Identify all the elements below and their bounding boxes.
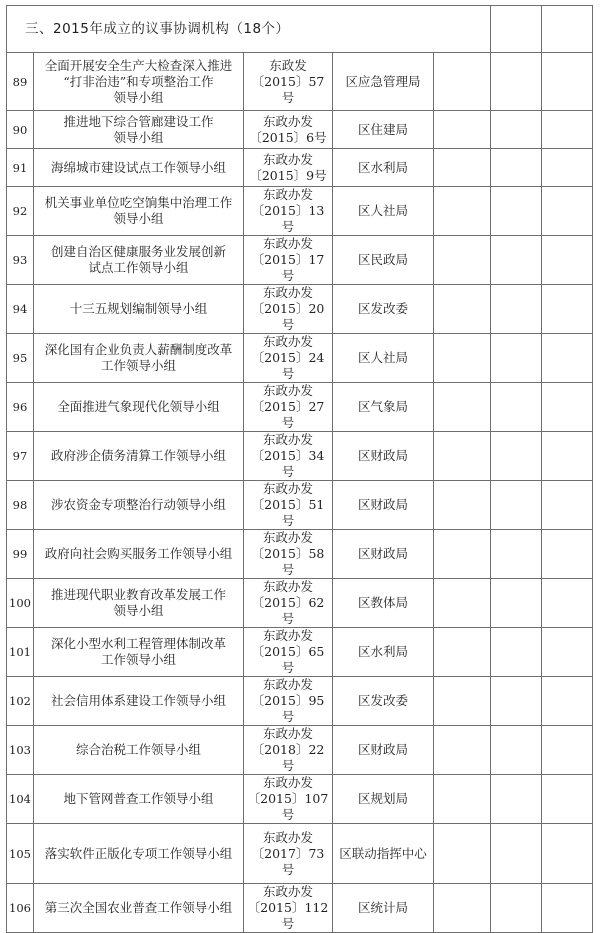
agency-name-text: 推进地下综合管廊建设工作 领导小组 xyxy=(63,113,214,145)
agency-name xyxy=(34,579,244,628)
empty-cell xyxy=(434,149,491,187)
responsible-department xyxy=(333,628,434,677)
row-number xyxy=(7,530,34,579)
empty-cell xyxy=(491,884,542,933)
responsible-department-text: 区教体局 xyxy=(357,595,408,610)
empty-cell xyxy=(434,530,491,579)
row-number xyxy=(7,111,34,149)
responsible-department xyxy=(333,187,434,236)
empty-cell xyxy=(434,628,491,677)
table-row xyxy=(7,628,593,677)
empty-cell xyxy=(434,884,491,933)
empty-cell xyxy=(491,236,542,285)
empty-cell xyxy=(542,726,593,775)
document-number xyxy=(244,149,333,187)
row-number-text: 92 xyxy=(12,204,28,218)
document-number-text: 东政办发 〔2015〕34号 xyxy=(251,432,325,479)
responsible-department xyxy=(333,236,434,285)
document-number-text: 东政办发 〔2015〕58号 xyxy=(251,530,325,577)
responsible-department-text: 区财政局 xyxy=(357,546,408,561)
document-number xyxy=(244,53,333,111)
document-number-text: 东政办发 〔2015〕6号 xyxy=(249,113,327,145)
table-row xyxy=(7,285,593,334)
agency-name-text: 第三次全国农业普查工作领导小组 xyxy=(44,900,233,915)
responsible-department-text: 区财政局 xyxy=(357,742,408,757)
row-number-text: 95 xyxy=(12,351,28,365)
empty-cell xyxy=(542,775,593,824)
agency-name-text: 机关事业单位吃空饷集中治理工作 领导小组 xyxy=(44,195,233,226)
agency-name-text: 海绵城市建设试点工作领导小组 xyxy=(50,159,226,175)
document-number-text: 东政办发 〔2015〕65号 xyxy=(251,628,325,675)
table-row xyxy=(7,579,593,628)
responsible-department-text: 区财政局 xyxy=(357,448,408,463)
agency-name xyxy=(34,383,244,432)
empty-cell xyxy=(491,53,542,111)
document-number xyxy=(244,726,333,775)
section-title: 三、2015年成立的议事协调机构（18个） xyxy=(7,6,491,53)
agency-name-text: 涉农资金专项整治行动领导小组 xyxy=(50,497,226,512)
row-number-text: 100 xyxy=(9,596,31,610)
document-number-text: 东政办发 〔2018〕22号 xyxy=(251,726,325,773)
agency-name xyxy=(34,187,244,236)
table-row xyxy=(7,775,593,824)
agency-name-text: 十三五规划编制领导小组 xyxy=(69,301,208,316)
agency-name-text: 地下管网普查工作领导小组 xyxy=(63,791,214,806)
empty-cell xyxy=(491,677,542,726)
empty-cell xyxy=(434,481,491,530)
agency-name xyxy=(34,236,244,285)
document-number-text: 东政办发 〔2015〕20号 xyxy=(251,285,325,332)
empty-cell xyxy=(491,111,542,149)
responsible-department-text: 区人社局 xyxy=(357,203,408,218)
document-number xyxy=(244,187,333,236)
empty-cell xyxy=(542,579,593,628)
empty-cell xyxy=(542,6,593,53)
document-number xyxy=(244,285,333,334)
empty-cell xyxy=(542,432,593,481)
empty-cell xyxy=(491,432,542,481)
table-row xyxy=(7,187,593,236)
table-row xyxy=(7,111,593,149)
empty-cell xyxy=(542,884,593,933)
document-number-text: 东政办发 〔2015〕24号 xyxy=(251,334,325,381)
document-number xyxy=(244,677,333,726)
empty-cell xyxy=(434,285,491,334)
agency-name-text: 深化小型水利工程管理体制改革 工作领导小组 xyxy=(50,636,226,667)
row-number xyxy=(7,432,34,481)
responsible-department xyxy=(333,334,434,383)
empty-cell xyxy=(491,481,542,530)
row-number-text: 105 xyxy=(9,846,31,861)
row-number-text: 99 xyxy=(12,547,28,561)
agency-name xyxy=(34,53,244,111)
empty-cell xyxy=(434,677,491,726)
agency-name xyxy=(34,677,244,726)
agency-name-text: 创建自治区健康服务业发展创新 试点工作领导小组 xyxy=(50,244,226,275)
table-row xyxy=(7,481,593,530)
responsible-department xyxy=(333,775,434,824)
responsible-department-text: 区人社局 xyxy=(357,350,408,365)
empty-cell xyxy=(542,628,593,677)
row-number xyxy=(7,628,34,677)
agency-name xyxy=(34,285,244,334)
agency-name xyxy=(34,432,244,481)
empty-cell xyxy=(434,111,491,149)
row-number-text: 101 xyxy=(9,645,31,659)
empty-cell xyxy=(434,383,491,432)
empty-cell xyxy=(491,628,542,677)
empty-cell xyxy=(491,149,542,187)
row-number xyxy=(7,334,34,383)
row-number-text: 94 xyxy=(12,302,28,316)
responsible-department xyxy=(333,530,434,579)
row-number-text: 96 xyxy=(12,400,28,414)
table-row xyxy=(7,432,593,481)
responsible-department-text: 区水利局 xyxy=(357,644,408,659)
table-row xyxy=(7,726,593,775)
responsible-department-text: 区联动指挥中心 xyxy=(339,845,427,861)
row-number-text: 93 xyxy=(12,253,28,267)
row-number xyxy=(7,53,34,111)
empty-cell xyxy=(542,111,593,149)
document-number xyxy=(244,432,333,481)
table-row xyxy=(7,149,593,187)
empty-cell xyxy=(434,334,491,383)
responsible-department xyxy=(333,677,434,726)
empty-cell xyxy=(491,334,542,383)
document-number-text: 东政办发 〔2015〕107号 xyxy=(247,775,329,822)
document-number-text: 东政办发 〔2015〕9号 xyxy=(249,151,327,183)
row-number-text: 98 xyxy=(12,498,28,512)
empty-cell xyxy=(491,383,542,432)
empty-cell xyxy=(434,432,491,481)
agency-name xyxy=(34,149,244,187)
responsible-department xyxy=(333,481,434,530)
document-number-text: 东政办发 〔2015〕17号 xyxy=(251,236,325,283)
document-number xyxy=(244,530,333,579)
responsible-department xyxy=(333,53,434,111)
agency-name-text: 政府涉企债务清算工作领导小组 xyxy=(50,448,226,463)
responsible-department-text: 区气象局 xyxy=(357,399,408,414)
document-number-text: 东政发 〔2015〕57号 xyxy=(251,57,325,105)
agency-name xyxy=(34,111,244,149)
empty-cell xyxy=(542,187,593,236)
responsible-department xyxy=(333,884,434,933)
row-number xyxy=(7,726,34,775)
agency-name xyxy=(34,775,244,824)
responsible-department xyxy=(333,149,434,187)
responsible-department xyxy=(333,383,434,432)
empty-cell xyxy=(542,481,593,530)
responsible-department xyxy=(333,111,434,149)
empty-cell xyxy=(491,726,542,775)
empty-cell xyxy=(434,726,491,775)
document-number-text: 东政办发 〔2015〕13号 xyxy=(251,187,325,234)
empty-cell xyxy=(434,53,491,111)
agency-name-text: 深化国有企业负责人薪酬制度改革 工作领导小组 xyxy=(44,342,233,373)
responsible-department-text: 区财政局 xyxy=(357,497,408,512)
responsible-department xyxy=(333,432,434,481)
document-number xyxy=(244,775,333,824)
document-number-text: 东政办发 〔2017〕73号 xyxy=(251,829,325,877)
empty-cell xyxy=(491,6,542,53)
row-number-text: 104 xyxy=(9,792,31,806)
row-number xyxy=(7,187,34,236)
document-number xyxy=(244,111,333,149)
empty-cell xyxy=(434,236,491,285)
empty-cell xyxy=(542,236,593,285)
responsible-department xyxy=(333,285,434,334)
table-row xyxy=(7,236,593,285)
empty-cell xyxy=(434,775,491,824)
document-number xyxy=(244,481,333,530)
responsible-department xyxy=(333,726,434,775)
agency-name-text: 政府向社会购买服务工作领导小组 xyxy=(44,546,233,561)
row-number xyxy=(7,383,34,432)
row-number-text: 89 xyxy=(12,74,28,89)
row-number xyxy=(7,236,34,285)
document-number xyxy=(244,628,333,677)
responsible-department-text: 区住建局 xyxy=(357,121,408,137)
table-row xyxy=(7,884,593,933)
table-row xyxy=(7,383,593,432)
responsible-department xyxy=(333,579,434,628)
document-number xyxy=(244,579,333,628)
row-number-text: 106 xyxy=(9,901,31,915)
document-number xyxy=(244,236,333,285)
row-number xyxy=(7,481,34,530)
responsible-department-text: 区民政局 xyxy=(357,252,408,267)
empty-cell xyxy=(491,187,542,236)
agency-name-text: 社会信用体系建设工作领导小组 xyxy=(50,693,226,708)
empty-cell xyxy=(491,530,542,579)
responsible-department-text: 区应急管理局 xyxy=(345,73,421,89)
agency-name-text: 落实软件正版化专项工作领导小组 xyxy=(44,845,233,861)
empty-cell xyxy=(491,285,542,334)
document-number xyxy=(244,334,333,383)
agency-name-text: 全面推进气象现代化领导小组 xyxy=(57,399,220,414)
empty-cell xyxy=(434,187,491,236)
document-number-text: 东政办发 〔2015〕51号 xyxy=(251,481,325,528)
responsible-department-text: 区统计局 xyxy=(357,900,408,915)
agency-name xyxy=(34,726,244,775)
empty-cell xyxy=(542,334,593,383)
document-number xyxy=(244,884,333,933)
responsible-department-text: 区水利局 xyxy=(357,159,408,175)
section-header-row xyxy=(7,6,593,53)
document-page xyxy=(6,5,592,933)
row-number-text: 102 xyxy=(9,694,31,708)
row-number-text: 103 xyxy=(9,743,31,757)
empty-cell xyxy=(542,285,593,334)
agency-name xyxy=(34,530,244,579)
document-number-text: 东政办发 〔2015〕27号 xyxy=(251,383,325,430)
table-row xyxy=(7,677,593,726)
row-number-text: 97 xyxy=(12,449,28,463)
document-number xyxy=(244,383,333,432)
row-number-text: 91 xyxy=(12,160,28,175)
empty-cell xyxy=(542,530,593,579)
table-row xyxy=(7,334,593,383)
empty-cell xyxy=(542,677,593,726)
empty-cell xyxy=(542,53,593,111)
agency-name-text: 全面开展安全生产大检查深入推进 “打非治违”和专项整治工作 领导小组 xyxy=(44,57,233,105)
table-row xyxy=(7,530,593,579)
row-number xyxy=(7,579,34,628)
agency-name-text: 综合治税工作领导小组 xyxy=(75,742,201,757)
empty-cell xyxy=(491,579,542,628)
row-number xyxy=(7,149,34,187)
row-number xyxy=(7,285,34,334)
responsible-department-text: 区发改委 xyxy=(357,301,408,316)
document-number-text: 东政办发 〔2015〕62号 xyxy=(251,579,325,626)
row-number xyxy=(7,775,34,824)
document-number-text: 东政办发 〔2015〕95号 xyxy=(251,677,325,724)
document-number-text: 东政办发 〔2015〕112号 xyxy=(247,884,329,931)
row-number-text: 90 xyxy=(12,122,28,137)
empty-cell xyxy=(542,149,593,187)
table-row xyxy=(7,53,593,111)
agency-name xyxy=(34,481,244,530)
agency-name-text: 推进现代职业教育改革发展工作 领导小组 xyxy=(50,587,226,618)
coordination-agencies-table xyxy=(6,5,593,933)
empty-cell xyxy=(491,775,542,824)
agency-name xyxy=(34,334,244,383)
agency-name xyxy=(34,628,244,677)
empty-cell xyxy=(542,383,593,432)
responsible-department-text: 区发改委 xyxy=(357,693,408,708)
row-number xyxy=(7,884,34,933)
row-number xyxy=(7,677,34,726)
empty-cell xyxy=(434,579,491,628)
agency-name xyxy=(34,884,244,933)
responsible-department-text: 区规划局 xyxy=(357,791,408,806)
